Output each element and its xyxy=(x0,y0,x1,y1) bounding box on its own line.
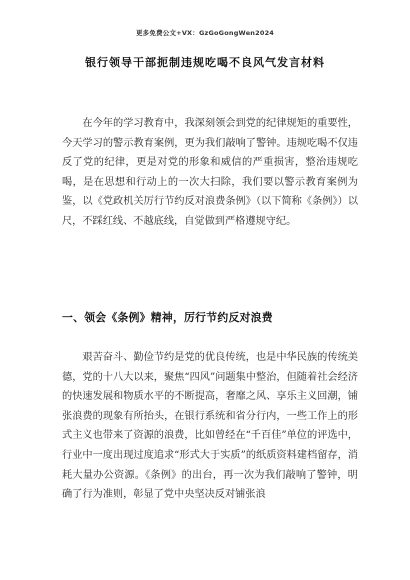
body-paragraph-1-container xyxy=(62,114,358,232)
body-paragraph: 在今年的学习教育中，我深刻领会到党的纪律规矩的重要性，今天学习的警示教育案例，更为我们敲响了警钟。违规吃喝不仅违反了党的纪律，更是对党的形象和威信的严重损害，整治违规吃喝，是在思想和行动上的一次大扫除，我们要以警示教育案例为鉴，以《党政机关厉行节约反对浪费条例》（以下简称《条例》）以尺，不踩红线、不越底线，自觉做到严格遵规守纪。 xyxy=(62,118,358,227)
body-paragraph-2-container xyxy=(62,348,358,505)
header-note: 更多免费公文+VX：GzGoGongWen2024 xyxy=(135,29,275,37)
section-heading: 一、领会《条例》精神，厉行节约反对浪费 xyxy=(62,311,273,324)
body-paragraph: 艰苦奋斗、勤俭节约是党的优良传统，也是中华民族的传统美德，党的十八大以来，聚焦“四风”问题集中整治，但随着社会经济的快速发展和物质水平的不断提高，奢靡之风、享乐主义回潮，铺张浪费的现象有所抬头，在银行系统和省分行内，一些工作上的形式主义也带来了资源的浪费，比如曾经在“千百佳”单位的评选中，行业中一度出现过度追求“形式大于实质”的纸质资料建档留存，消耗大量办公资源。《条例》的出台，再一次为我们敲响了警钟，明确了行为准则，彰显了党中央坚决反对铺张浪 xyxy=(62,352,358,501)
document-title: 银行领导干部扼制违规吃喝不良风气发言材料 xyxy=(85,56,325,69)
